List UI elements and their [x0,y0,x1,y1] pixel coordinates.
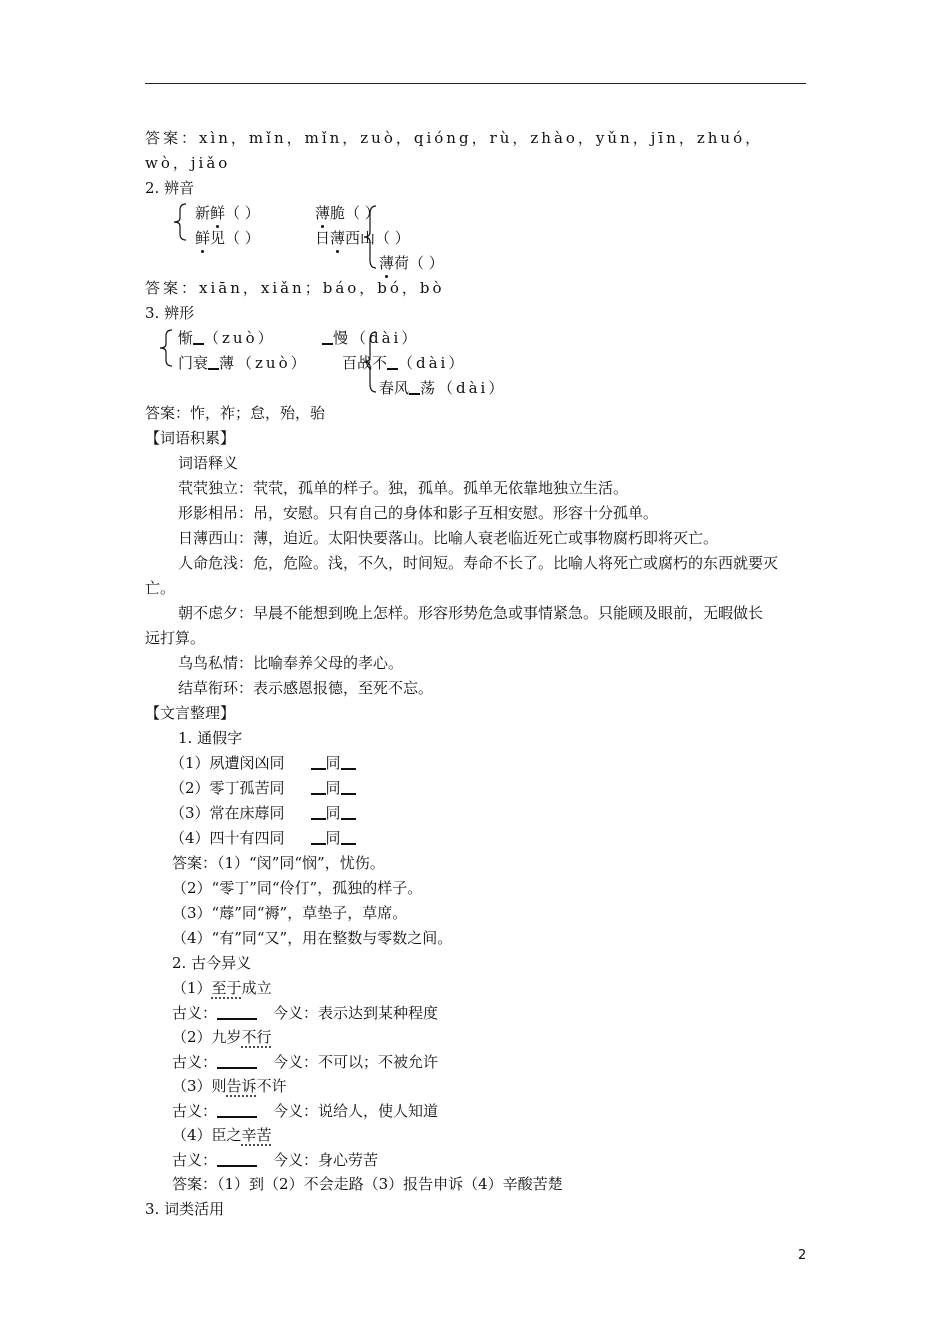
fill-blank [311,804,326,820]
q3-item-a: 惭 （zuò） [178,329,276,347]
tongjia-answer: （2）“零丁”同“伶仃”，孤独的样子。 [172,879,423,897]
fill-blank [322,329,333,345]
q2-item-b: 鲜见（ ） [195,229,260,247]
q2-item-c: 薄脆（ ） [315,204,380,222]
dotted-word: 至于 [211,979,242,997]
vocab-item: 乌鸟私情：比喻奉养父母的孝心。 [178,654,404,672]
tongjia-item: （1）夙遭闵凶同 同 [170,753,356,773]
gujin-item: （4）臣之辛苦 [172,1126,272,1144]
q1-answer-line2: wò，jiǎo [145,154,231,172]
header-rule [145,83,806,84]
cilei-title: 3. 词类活用 [145,1200,225,1218]
q1-answer-line1: 答案：xìn，mǐn，mǐn，zuò，qióng，rù，zhào，yǔn，jīn，zhuó， [145,129,764,147]
vocab-item: 结草衔环：表示感恩报德，至死不忘。 [178,679,434,697]
q3-left-brace [156,328,176,368]
dotted-char: 薄 [315,204,331,222]
fill-blank [409,379,420,395]
tongjia-title: 1. 通假字 [178,729,243,747]
gujin-item: （2）九岁不行 [172,1028,272,1046]
dotted-char: 薄 [379,254,395,272]
q3-item-b: 门衰 薄（zuò） [178,354,309,372]
q3-answer: 答案：怍，祚；怠，殆，骀 [145,404,326,422]
fill-blank [341,829,356,845]
vocab-heading: 【词语积累】 [145,429,236,447]
dotted-char: 薄 [330,229,346,247]
fill-blank [311,754,326,770]
dotted-char: 鲜 [210,204,226,222]
tongjia-answer: （3）“蓐”同“褥”，草垫子，草席。 [172,904,408,922]
tongjia-item: （2）零丁孤苦同 同 [170,778,356,798]
q3-heading: 3. 辨形 [145,304,195,322]
fill-blank [341,779,356,795]
dotted-word: 不行 [241,1028,272,1046]
fill-blank [311,829,326,845]
dotted-word: 告诉 [226,1077,257,1095]
gujin-meaning: 古义： 今义：说给人，使人知道 [172,1102,439,1120]
q2-item-e: 薄荷（ ） [379,254,444,272]
q2-item-a: 新鲜（ ） [195,204,260,222]
gujin-item: （3）则告诉不许 [172,1077,287,1095]
vocab-item-cont: 亡。 [145,579,176,597]
classical-heading: 【文言整理】 [145,704,236,722]
vocab-item: 朝不虑夕：早晨不能想到晚上怎样。形容形势危急或事情紧急。只能顾及眼前，无暇做长 [178,604,764,622]
fill-blank [208,354,219,370]
dotted-char: 鲜 [195,229,211,247]
gujin-meaning: 古义： 今义：不可以；不被允许 [172,1053,439,1071]
gujin-meaning: 古义： 今义：表示达到某种程度 [172,1004,439,1022]
q2-left-brace [170,202,190,242]
gujin-answer: 答案：（1）到（2）不会走路（3）报告申诉（4）辛酸苦楚 [172,1175,563,1193]
gujin-meaning: 古义： 今义：身心劳苦 [172,1151,379,1169]
q3-item-d: 百战不 （dài） [342,354,467,372]
q3-item-c: 慢（dài） [322,328,419,348]
fill-blank [193,329,204,345]
dotted-word: 辛苦 [241,1126,272,1144]
vocab-item: 形影相吊：吊，安慰。只有自己的身体和影子互相安慰。形容十分孤单。 [178,504,659,522]
q2-answer: 答案：xiān，xiǎn；báo，bó，bò [145,279,445,297]
vocab-item: 茕茕独立：茕茕，孤单的样子。独，孤单。孤单无依靠地独立生活。 [178,479,629,497]
fill-blank [341,804,356,820]
fill-blank [311,779,326,795]
q2-item-d: 日薄西山（ ） [315,229,410,247]
fill-blank [217,1102,257,1118]
tongjia-item: （3）常在床蓐同 同 [170,803,356,823]
vocab-item: 人命危浅：危，危险。浅，不久，时间短。寿命不长了。比喻人将死亡或腐朽的东西就要灭 [178,554,779,572]
fill-blank [217,1151,257,1167]
fill-blank [341,754,356,770]
tongjia-answer: （4）“有”同“又”，用在整数与零数之间。 [172,929,453,947]
gujin-title: 2. 古今异义 [172,954,252,972]
vocab-subheading: 词语释义 [178,454,239,472]
fill-blank [217,1053,257,1069]
gujin-item: （1）至于成立 [172,979,272,997]
tongjia-item: （4）四十有四同 同 [170,828,356,848]
fill-blank [387,354,398,370]
q3-item-e: 春风 荡（dài） [379,379,507,397]
q2-heading: 2. 辨音 [145,179,195,197]
vocab-item-cont: 远打算。 [145,629,206,647]
page-number: 2 [798,1248,807,1263]
vocab-item: 日薄西山：薄，迫近。太阳快要落山。比喻人衰老临近死亡或事物腐朽即将灭亡。 [178,529,719,547]
fill-blank [217,1004,257,1020]
tongjia-answer: 答案：（1）“闵”同“悯”，忧伤。 [172,854,385,872]
